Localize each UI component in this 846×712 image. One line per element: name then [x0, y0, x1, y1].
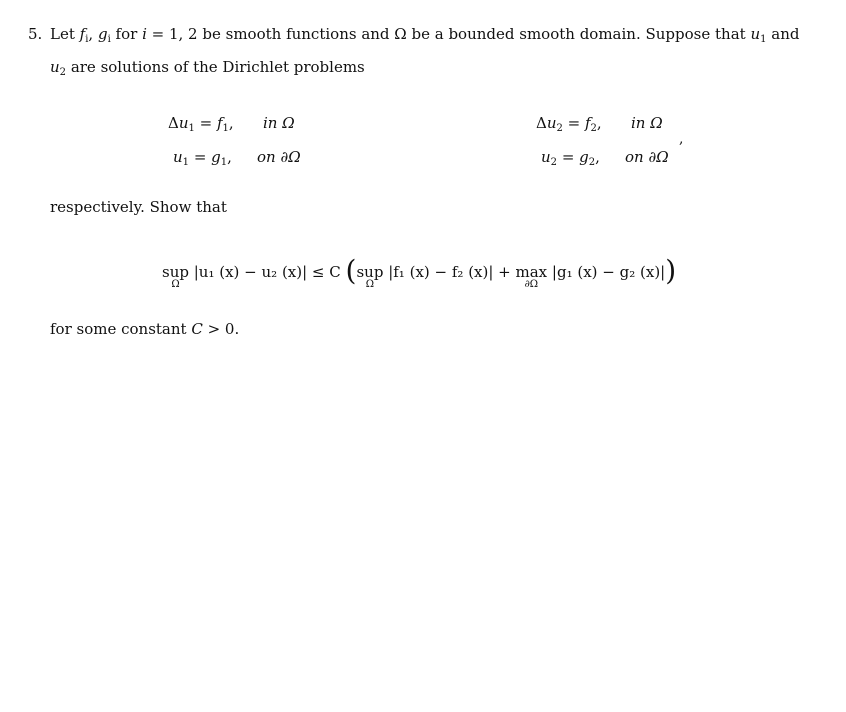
system1-f-sub: 1 — [222, 123, 229, 134]
system2-equation — [536, 113, 602, 136]
system2-bot-u: u — [541, 148, 551, 166]
sup-operator-lhs — [162, 262, 189, 290]
intro-and: and — [766, 25, 800, 43]
intro-for: for — [110, 25, 143, 43]
system2-trailing-comma: , — [679, 131, 684, 147]
system1-equation — [168, 113, 234, 136]
intro-u1: u — [750, 25, 761, 43]
system2-boundary-condition: on ∂Ω — [625, 148, 669, 166]
system1-bot-comma: , — [227, 148, 232, 166]
system1-bot-u: u — [173, 148, 183, 166]
sup-lhs-label: sup — [162, 263, 189, 281]
max-label: max — [515, 263, 548, 281]
intro-range: = 1, 2 — [146, 25, 198, 43]
sup-lhs-domain: Ω — [171, 279, 180, 290]
system2-bot-rhs: = g — [557, 148, 589, 166]
sup-rhs-domain: Ω — [365, 279, 375, 290]
system2-rhs: = f — [562, 114, 591, 132]
intro-line-1 — [50, 24, 799, 47]
intro-comma: , — [88, 25, 98, 43]
max-operator — [515, 262, 548, 290]
final-constant: C — [191, 320, 203, 338]
intro-line-2 — [50, 57, 365, 80]
system1-rhs: = f — [194, 114, 223, 132]
close-paren: ) — [665, 254, 677, 287]
system1-u: u — [178, 114, 189, 132]
max-domain: ∂Ω — [524, 279, 539, 290]
inequality-rhs: |g₁ (x) − g₂ (x)| — [547, 263, 666, 281]
system1-laplacian: Δ — [168, 114, 179, 132]
system2-u: u — [546, 114, 557, 132]
system2-f-sub: 2 — [590, 123, 597, 134]
intro-g: g — [97, 25, 108, 43]
system2-domain-condition: in Ω — [631, 114, 663, 132]
inequality-lhs: |u₁ (x) − u₂ (x)| ≤ C — [188, 263, 341, 281]
system2-bot-comma: , — [595, 148, 600, 166]
main-inequality — [162, 254, 677, 290]
intro-g-sub: i — [107, 34, 111, 45]
open-paren: ( — [345, 254, 357, 287]
sup-rhs-label: sup — [356, 263, 384, 281]
system2-laplacian: Δ — [536, 114, 547, 132]
intro-line2-rest: are solutions of the Dirichlet problems — [66, 58, 365, 76]
intro-let: Let — [50, 25, 80, 43]
intro-mid: be smooth functions and Ω be a bounded smooth domain. Suppose that — [197, 25, 751, 43]
system1-bot-rhs: = g — [189, 148, 221, 166]
system2-bot-u-sub: 2 — [550, 157, 558, 168]
final-text-prefix: for some constant — [50, 320, 192, 338]
system1-boundary-condition: on ∂Ω — [257, 148, 301, 166]
system1-u-sub: 1 — [188, 123, 195, 134]
inequality-mid: |f₁ (x) − f₂ (x)| + — [383, 263, 516, 281]
intro-u2-sub: 2 — [59, 67, 67, 78]
intro-i: i — [142, 25, 147, 43]
sup-operator-rhs — [356, 262, 384, 290]
system2-bot-g-sub: 2 — [588, 157, 596, 168]
respectively-text: respectively. Show that — [50, 198, 227, 216]
system2-boundary — [541, 147, 600, 170]
system1-bot-u-sub: 1 — [182, 157, 190, 168]
final-text — [50, 319, 239, 339]
problem-number: 5. — [28, 25, 43, 43]
system2-comma: , — [596, 114, 602, 132]
system1-boundary — [173, 147, 232, 170]
system2-u-sub: 2 — [556, 123, 563, 134]
system1-comma: , — [228, 114, 234, 132]
final-text-rest: > 0. — [202, 320, 240, 338]
intro-u2: u — [50, 58, 60, 76]
system1-domain-condition: in Ω — [263, 114, 295, 132]
intro-f: f — [79, 25, 86, 43]
system1-bot-g-sub: 1 — [220, 157, 228, 168]
intro-f-sub: i — [85, 34, 89, 45]
intro-u1-sub: 1 — [760, 34, 767, 45]
